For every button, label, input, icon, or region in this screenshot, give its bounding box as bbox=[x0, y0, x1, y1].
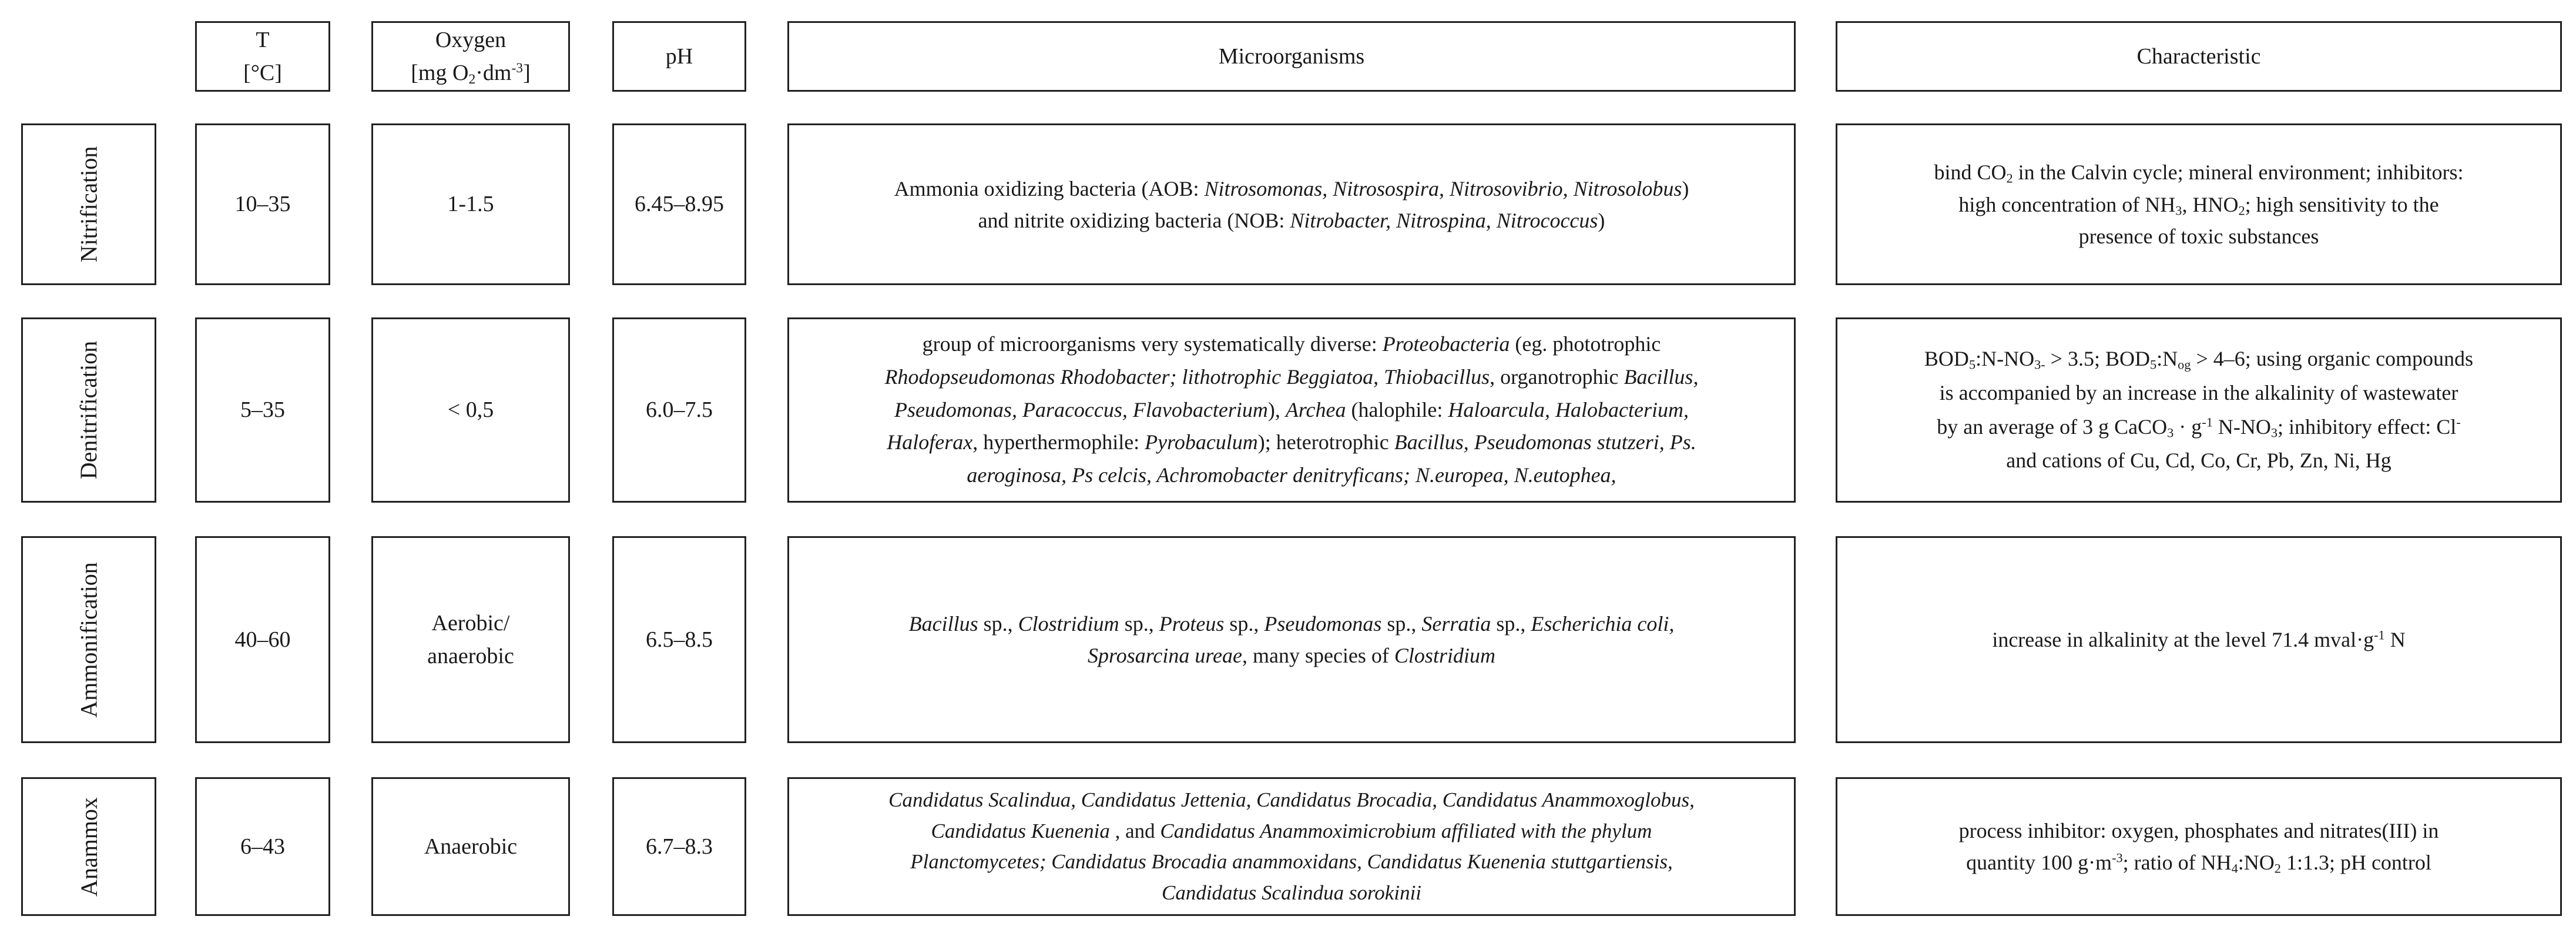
process-name: Denitrification bbox=[75, 340, 102, 480]
temperature-cell bbox=[195, 123, 330, 285]
header-microorganisms bbox=[787, 21, 1796, 92]
process-label-denitrification bbox=[21, 317, 156, 503]
header-oxygen-title: Oxygen bbox=[435, 27, 507, 52]
ph-cell bbox=[612, 317, 746, 503]
ph-value: 6.0–7.5 bbox=[646, 397, 713, 423]
ph-cell bbox=[612, 123, 746, 285]
oxygen-cell bbox=[371, 777, 570, 916]
microorganisms-cell bbox=[787, 123, 1796, 285]
temperature-value: 6–43 bbox=[240, 834, 285, 859]
microorganisms-text: group of microorganisms very systematically diverse: Proteobacteria (eg. phototrophic Rhodopseudomonas Rhodobacter; lithotrophic Beggiatoa, Thiobacillus, organotrophic Bacillus, Pseudomonas, Paracoccus, Flavobacterium), Archea (halophile: Haloarcula, Halobacterium, Haloferax, hyperthermophile: Pyrobaculum); heterotrophic Bacillus, Pseudomonas stutzeri, Ps. aeroginosa, Ps celcis, Achromobacter denitryficans; N.europea, N.eutophea, bbox=[884, 332, 1699, 487]
characteristic-text: process inhibitor: oxygen, phosphates and nitrates(III) in quantity 100 $g\cdot m^{-3}$; ratio of $NH_4:NO_2$ 1:1.3; pH control bbox=[1958, 818, 2439, 876]
ph-value: 6.7–8.3 bbox=[646, 834, 713, 859]
characteristic-cell bbox=[1836, 777, 2562, 916]
temperature-value: 10–35 bbox=[234, 192, 291, 217]
oxygen-cell bbox=[371, 536, 570, 743]
microorganisms-text: Ammonia oxidizing bacteria (AOB: Nitrosomonas, Nitrosospira, Nitrosovibrio, Nitrosolobus) and nitrite oxidizing bacteria (NOB: Nitrobacter, Nitrospina, Nitrococcus) bbox=[894, 176, 1689, 232]
process-name: Anammox bbox=[75, 797, 102, 897]
characteristic-text: bind $CO_2$ in the Calvin cycle; mineral environment; inhibitors: high concentration of $NH_3$, $HNO_2$; high sensitivity to the presence of toxic substances bbox=[1934, 160, 2464, 248]
header-characteristic-label: Characteristic bbox=[2136, 44, 2261, 69]
header-temperature-symbol: T bbox=[256, 27, 270, 52]
microorganisms-text: Candidatus Scalindua, Candidatus Jettenia, Candidatus Brocadia, Candidatus Anammoxoglobus, Candidatus Kuenenia , and Candidatus Anammoximicrobium affiliated with the phylum Planctomycetes; Candidatus Brocadia anammoxidans, Candidatus Kuenenia stuttgartiensis, Candidatus Scalindua sorokinii bbox=[888, 788, 1695, 904]
temperature-value: 40–60 bbox=[234, 627, 291, 652]
characteristic-text: increase in alkalinity at the level 71.4 $mval\cdot g^{-1}$ N bbox=[1992, 627, 2406, 651]
microorganisms-cell bbox=[787, 777, 1796, 916]
ph-cell bbox=[612, 777, 746, 916]
header-characteristic bbox=[1836, 21, 2562, 92]
oxygen-value: 1-1.5 bbox=[447, 192, 494, 217]
microorganisms-cell bbox=[787, 317, 1796, 503]
temperature-cell bbox=[195, 536, 330, 743]
header-temperature-unit: [°C] bbox=[243, 61, 282, 85]
header-ph bbox=[612, 21, 746, 92]
ph-value: 6.45–8.95 bbox=[635, 192, 724, 217]
oxygen-value: Aerobic/ anaerobic bbox=[427, 610, 514, 668]
header-ph-label: pH bbox=[665, 44, 693, 69]
process-name: Ammonification bbox=[75, 561, 102, 718]
process-label-ammonification bbox=[21, 536, 156, 743]
characteristic-text: $BOD_5:N-NO_{3-} > 3.5$; $BOD_5:N_{og} > 4-6$; using organic compounds is accompanied by an increase in the alkalinity of wastewater by an average of 3 g CaCO$_3$ · $g^{-1}$ $N-NO_3$; inhibitory effect: Cl- and cations of Cu, Cd, Co, Cr, Pb, Zn, Ni, Hg bbox=[1924, 347, 2474, 473]
microorganisms-cell bbox=[787, 536, 1796, 743]
characteristic-cell bbox=[1836, 317, 2562, 503]
header-oxygen bbox=[371, 21, 570, 92]
process-label-nitrification bbox=[21, 123, 156, 285]
header-oxygen-unit: [mg $O_2\cdot dm^{-3}$] bbox=[411, 60, 531, 87]
microorganisms-text: Bacillus sp., Clostridium sp., Proteus sp., Pseudomonas sp., Serratia sp., Escherichia coli, Sprosarcina ureae, many species of Clostridium bbox=[908, 612, 1675, 667]
header-temperature bbox=[195, 21, 330, 92]
header-microorganisms-label: Microorganisms bbox=[1218, 44, 1365, 69]
oxygen-value: < 0,5 bbox=[447, 397, 494, 423]
ph-value: 6.5–8.5 bbox=[646, 627, 713, 652]
characteristic-cell bbox=[1836, 536, 2562, 743]
temperature-cell bbox=[195, 777, 330, 916]
process-label-anammox bbox=[21, 777, 156, 916]
ph-cell bbox=[612, 536, 746, 743]
oxygen-value: Anaerobic bbox=[424, 834, 518, 859]
temperature-cell bbox=[195, 317, 330, 503]
process-name: Nitrification bbox=[75, 146, 102, 263]
characteristic-cell bbox=[1836, 123, 2562, 285]
oxygen-cell bbox=[371, 317, 570, 503]
oxygen-cell bbox=[371, 123, 570, 285]
temperature-value: 5–35 bbox=[240, 397, 285, 423]
